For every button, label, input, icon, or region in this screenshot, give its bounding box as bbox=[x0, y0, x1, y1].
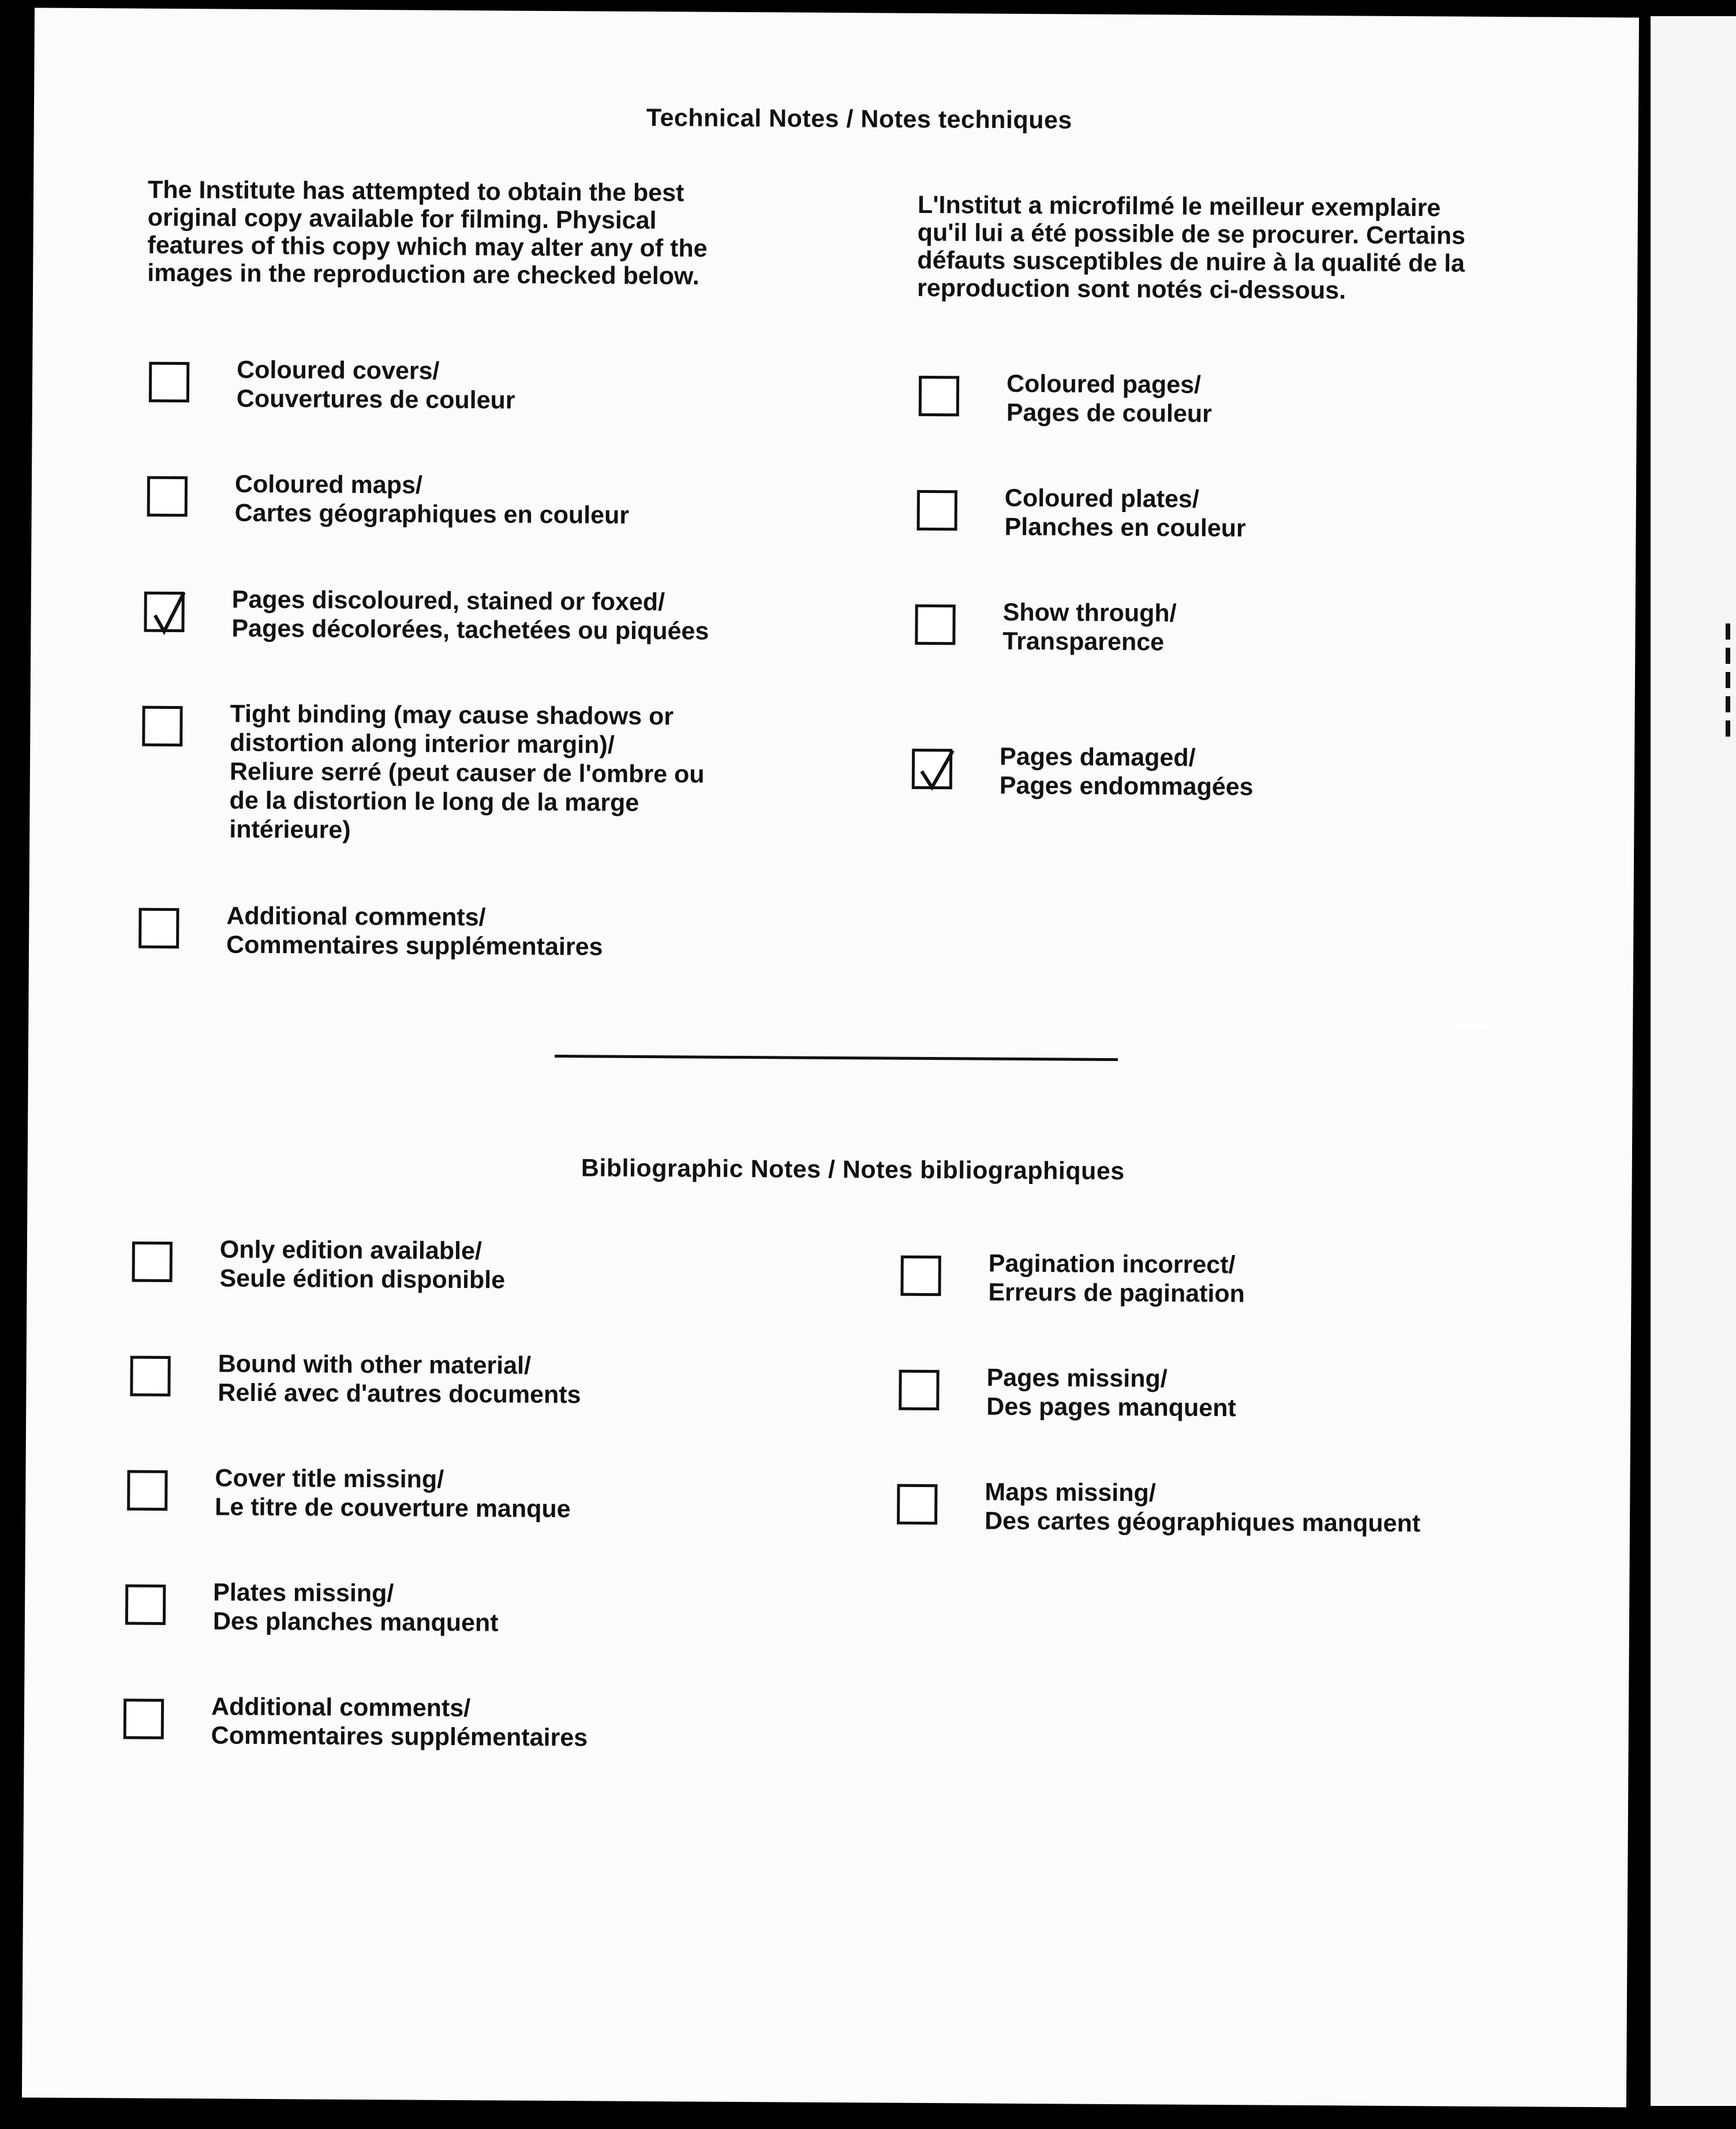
label-line: Only edition available/ bbox=[219, 1235, 482, 1265]
label-line: Relié avec d'autres documents bbox=[218, 1379, 581, 1409]
intro-line: L'Institut a microfilmé le meilleur exemplaire bbox=[917, 191, 1441, 222]
checkbox-cover-title-missing[interactable] bbox=[127, 1470, 167, 1511]
label-line: Show through/ bbox=[1002, 598, 1177, 628]
item-label bbox=[988, 1249, 1245, 1309]
item-label bbox=[1000, 742, 1254, 802]
checkbox-plates-missing[interactable] bbox=[125, 1585, 166, 1625]
label-line: Coloured maps/ bbox=[234, 470, 423, 499]
film-speck bbox=[1454, 1024, 1488, 1030]
label-line: Commentaires supplémentaires bbox=[226, 931, 603, 961]
bibliographic-notes-title: Bibliographic Notes / Notes bibliographiques bbox=[581, 1154, 1125, 1186]
label-line: Pages décolorées, tachetées ou piquées bbox=[231, 614, 709, 645]
label-line: Coloured plates/ bbox=[1004, 484, 1199, 513]
label-line: Commentaires supplémentaires bbox=[211, 1721, 588, 1752]
document-page bbox=[22, 8, 1639, 2108]
item-label bbox=[213, 1578, 499, 1637]
label-line: Erreurs de pagination bbox=[988, 1278, 1245, 1308]
checkbox-additional-comments-bibliographic[interactable] bbox=[124, 1699, 164, 1739]
checkbox-bound-with[interactable] bbox=[130, 1356, 170, 1396]
item-label bbox=[215, 1463, 571, 1523]
adjacent-page-edge bbox=[1651, 16, 1736, 2106]
label-line: Le titre de couverture manque bbox=[215, 1493, 571, 1523]
label-line: Additional comments/ bbox=[211, 1693, 471, 1723]
label-line: Pages de couleur bbox=[1006, 398, 1212, 428]
label-line: Coloured covers/ bbox=[237, 356, 440, 385]
intro-line: reproduction sont notés ci-dessous. bbox=[916, 274, 1346, 305]
label-line: Seule édition disponible bbox=[219, 1264, 506, 1294]
item-label bbox=[219, 1235, 505, 1295]
adjacent-page-text-fragments bbox=[1726, 623, 1736, 774]
intro-line: features of this copy which may alter any of the bbox=[147, 231, 708, 263]
label-line: Couvertures de couleur bbox=[236, 384, 515, 414]
checkbox-pages-discoloured[interactable] bbox=[144, 592, 184, 632]
checkbox-pagination-incorrect[interactable] bbox=[900, 1256, 941, 1296]
label-line: intérieure) bbox=[229, 815, 351, 844]
item-label bbox=[1004, 484, 1246, 543]
label-line: Pages damaged/ bbox=[999, 742, 1196, 772]
label-line: Additional comments/ bbox=[226, 902, 486, 932]
checkbox-only-edition[interactable] bbox=[132, 1242, 173, 1282]
checkbox-coloured-plates[interactable] bbox=[917, 490, 957, 531]
item-label bbox=[211, 1692, 588, 1752]
checkbox-coloured-maps[interactable] bbox=[147, 476, 188, 517]
item-label bbox=[235, 470, 630, 530]
label-line: Pages discoloured, stained or foxed/ bbox=[231, 585, 665, 617]
label-line: de la distortion le long de la marge bbox=[229, 786, 639, 817]
item-label bbox=[218, 1349, 581, 1409]
checkbox-pages-damaged[interactable] bbox=[912, 749, 952, 789]
checkmark-icon bbox=[918, 747, 956, 795]
checkmark-icon bbox=[150, 590, 188, 638]
label-line: Coloured pages/ bbox=[1006, 369, 1202, 399]
label-line: Pages endommagées bbox=[999, 771, 1254, 801]
label-line: Transparence bbox=[1002, 627, 1165, 656]
checkbox-maps-missing[interactable] bbox=[897, 1484, 937, 1525]
intro-english bbox=[147, 176, 708, 290]
item-label bbox=[986, 1364, 1236, 1423]
item-label bbox=[1007, 369, 1213, 428]
item-label bbox=[985, 1478, 1421, 1538]
item-label bbox=[229, 700, 705, 847]
checkbox-tight-binding[interactable] bbox=[142, 706, 182, 746]
intro-line: images in the reproduction are checked below. bbox=[147, 259, 699, 290]
technical-notes-title: Technical Notes / Notes techniques bbox=[646, 103, 1072, 135]
label-line: Des cartes géographiques manquent bbox=[984, 1507, 1421, 1538]
label-line: Des planches manquent bbox=[212, 1607, 499, 1637]
item-label bbox=[231, 585, 709, 646]
checkbox-coloured-pages[interactable] bbox=[919, 376, 959, 416]
label-line: Bound with other material/ bbox=[218, 1350, 532, 1380]
label-line: Plates missing/ bbox=[213, 1578, 394, 1608]
checkbox-show-through[interactable] bbox=[915, 604, 955, 645]
label-line: Tight binding (may cause shadows or bbox=[230, 700, 674, 731]
item-label bbox=[1002, 598, 1177, 657]
label-line: Cartes géographiques en couleur bbox=[234, 499, 630, 529]
item-label bbox=[237, 356, 515, 415]
intro-french bbox=[917, 191, 1466, 305]
checkbox-coloured-covers[interactable] bbox=[149, 362, 189, 402]
label-line: Des pages manquent bbox=[986, 1392, 1236, 1422]
checkbox-pages-missing[interactable] bbox=[899, 1370, 939, 1410]
intro-line: The Institute has attempted to obtain the best bbox=[147, 175, 684, 207]
intro-line: défauts susceptibles de nuire à la qualité de la bbox=[917, 246, 1465, 278]
label-line: Reliure serré (peut causer de l'ombre ou bbox=[229, 757, 705, 789]
label-line: Maps missing/ bbox=[985, 1478, 1156, 1507]
intro-line: original copy available for filming. Physical bbox=[147, 203, 657, 235]
label-line: distortion along interior margin)/ bbox=[230, 729, 615, 759]
intro-line: qu'il lui a été possible de se procurer. Certains bbox=[917, 218, 1466, 250]
checkbox-additional-comments-technical[interactable] bbox=[139, 908, 179, 948]
label-line: Cover title missing/ bbox=[215, 1464, 444, 1493]
item-label bbox=[226, 902, 603, 962]
label-line: Pages missing/ bbox=[986, 1364, 1168, 1393]
label-line: Pagination incorrect/ bbox=[988, 1249, 1236, 1279]
section-divider bbox=[555, 1055, 1118, 1061]
label-line: Planches en couleur bbox=[1004, 513, 1246, 543]
